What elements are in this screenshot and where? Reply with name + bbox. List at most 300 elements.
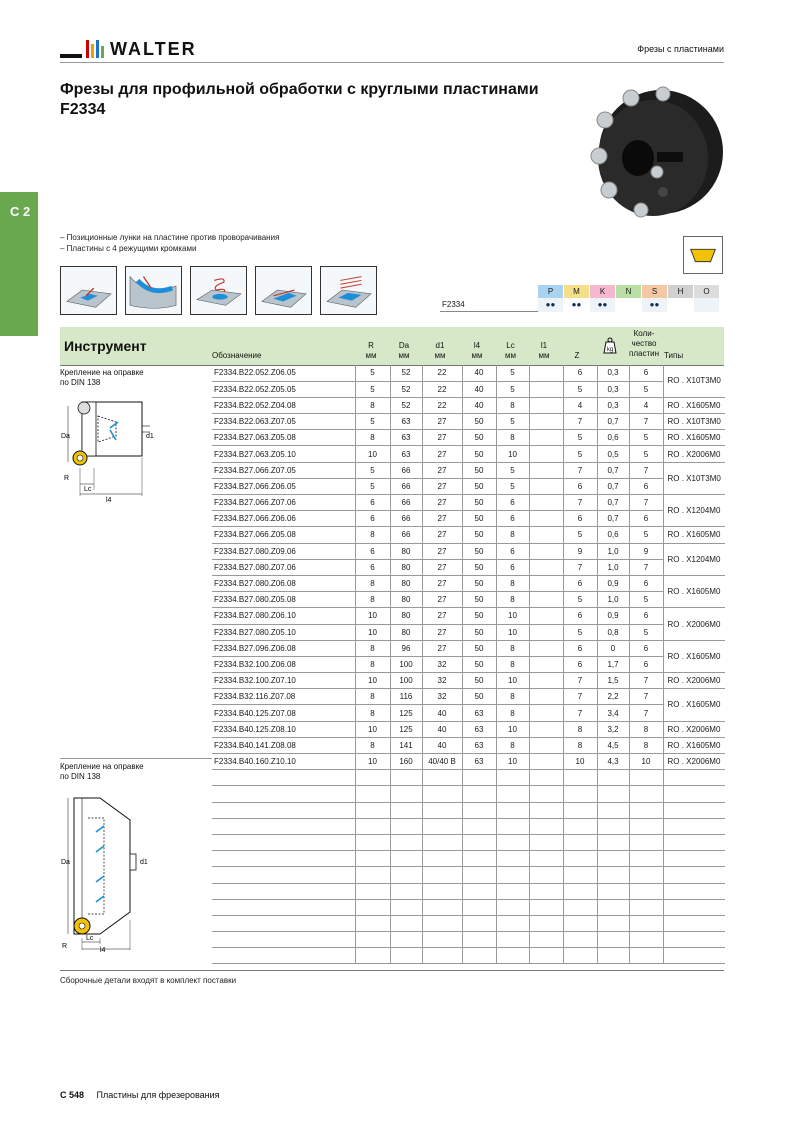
cell-empty	[629, 899, 663, 915]
cell-Da: 63	[390, 430, 422, 446]
table-row-empty	[212, 899, 725, 915]
cell-empty	[390, 834, 422, 850]
cell-empty	[496, 802, 529, 818]
cell-l4: 50	[462, 414, 496, 430]
cell-lc: 10	[496, 721, 529, 737]
cell-empty	[629, 867, 663, 883]
cell-l4: 40	[462, 397, 496, 413]
cell-empty	[629, 932, 663, 948]
cell-kg: 0,7	[597, 511, 629, 527]
cell-empty	[496, 818, 529, 834]
cell-R: 6	[355, 543, 390, 559]
cell-z: 5	[563, 592, 597, 608]
cell-z: 8	[563, 737, 597, 753]
table-row	[212, 462, 725, 478]
material-group-o: O	[694, 285, 720, 298]
cell-empty	[597, 932, 629, 948]
cell-des: F2334.B22.052.Z04.08	[212, 397, 355, 413]
cell-des: F2334.B27.066.Z05.08	[212, 527, 355, 543]
cell-empty	[563, 948, 597, 964]
cell-empty	[212, 851, 355, 867]
table-row	[212, 559, 725, 575]
cell-empty	[663, 899, 725, 915]
cell-empty	[422, 786, 462, 802]
cell-insert-type: RO . X10T3M0	[663, 462, 725, 494]
cell-empty	[597, 883, 629, 899]
cell-empty	[563, 915, 597, 931]
table-row	[212, 754, 725, 770]
cell-empty	[462, 786, 496, 802]
group-divider	[60, 758, 212, 759]
cell-insert-type: RO . X2006M0	[663, 446, 725, 462]
cell-z: 5	[563, 446, 597, 462]
cell-empty	[212, 948, 355, 964]
cell-des: F2334.B27.096.Z06.08	[212, 640, 355, 656]
cell-empty	[529, 932, 563, 948]
cell-z: 6	[563, 640, 597, 656]
material-suitability: ●●	[642, 298, 668, 312]
cell-empty	[462, 915, 496, 931]
cell-empty	[390, 818, 422, 834]
cell-kg: 0,3	[597, 365, 629, 381]
cell-Da: 66	[390, 478, 422, 494]
cell-R: 8	[355, 705, 390, 721]
cell-l4: 50	[462, 543, 496, 559]
cell-R: 10	[355, 754, 390, 770]
cell-empty	[355, 851, 390, 867]
cell-z: 6	[563, 365, 597, 381]
cell-l1	[529, 365, 563, 381]
cell-empty	[597, 867, 629, 883]
cell-qty: 6	[629, 478, 663, 494]
col-lc: Lc мм	[505, 341, 516, 360]
cell-R: 5	[355, 478, 390, 494]
cell-l4: 50	[462, 592, 496, 608]
cell-kg: 0	[597, 640, 629, 656]
cell-lc: 8	[496, 737, 529, 753]
cell-empty	[529, 770, 563, 786]
cell-empty	[212, 867, 355, 883]
cell-l1	[529, 527, 563, 543]
cell-des: F2334.B27.063.Z05.08	[212, 430, 355, 446]
tool-drawing-1	[60, 396, 156, 502]
cell-z: 6	[563, 656, 597, 672]
cell-qty: 10	[629, 754, 663, 770]
cell-Da: 66	[390, 495, 422, 511]
cell-empty	[390, 883, 422, 899]
cell-empty	[462, 899, 496, 915]
cell-Da: 160	[390, 754, 422, 770]
cell-empty	[529, 867, 563, 883]
cell-empty	[529, 786, 563, 802]
cell-empty	[212, 899, 355, 915]
cell-lc: 10	[496, 673, 529, 689]
cell-empty	[422, 770, 462, 786]
svg-text:d1: d1	[140, 859, 148, 866]
material-suitability: ●●	[564, 298, 590, 312]
application-icons	[60, 266, 377, 315]
table-row-empty	[212, 802, 725, 818]
cell-empty	[496, 883, 529, 899]
cell-d1: 32	[422, 689, 462, 705]
cell-empty	[355, 883, 390, 899]
cell-z: 7	[563, 689, 597, 705]
header-rule	[60, 62, 724, 63]
cell-R: 8	[355, 592, 390, 608]
cell-empty	[462, 802, 496, 818]
cell-insert-type: RO . X1605M0	[663, 737, 725, 753]
cell-empty	[462, 818, 496, 834]
material-suitability	[694, 298, 720, 312]
cell-empty	[212, 834, 355, 850]
cell-qty: 5	[629, 430, 663, 446]
cell-insert-type: RO . X1605M0	[663, 689, 725, 721]
page-footer	[60, 1090, 220, 1100]
cell-qty: 5	[629, 527, 663, 543]
col-da: Da мм	[398, 341, 410, 360]
table-bottom-rule	[60, 970, 724, 971]
table-row	[212, 737, 725, 753]
page-title	[60, 80, 539, 120]
feature-item: – Пластины с 4 режущими кромками	[60, 244, 197, 253]
cell-Da: 52	[390, 381, 422, 397]
cell-empty	[597, 948, 629, 964]
cell-empty	[355, 786, 390, 802]
cell-empty	[597, 834, 629, 850]
cell-Da: 80	[390, 575, 422, 591]
cell-des: F2334.B40.160.Z10.10	[212, 754, 355, 770]
cell-lc: 6	[496, 559, 529, 575]
cell-kg: 1,0	[597, 559, 629, 575]
cell-z: 7	[563, 705, 597, 721]
cell-R: 10	[355, 608, 390, 624]
cell-kg: 0,5	[597, 446, 629, 462]
cell-l1	[529, 381, 563, 397]
cell-insert-type: RO . X2006M0	[663, 721, 725, 737]
cell-qty: 7	[629, 705, 663, 721]
cell-kg: 0,9	[597, 575, 629, 591]
cell-lc: 8	[496, 592, 529, 608]
table-row	[212, 592, 725, 608]
cell-qty: 5	[629, 592, 663, 608]
svg-text:Lc: Lc	[86, 935, 94, 942]
cell-empty	[496, 899, 529, 915]
cell-Da: 66	[390, 511, 422, 527]
cell-qty: 5	[629, 381, 663, 397]
cell-l1	[529, 511, 563, 527]
material-suitability	[616, 298, 642, 312]
cell-empty	[529, 802, 563, 818]
cell-l1	[529, 543, 563, 559]
cell-qty: 4	[629, 397, 663, 413]
table-row	[212, 365, 725, 381]
feature-item: – Позиционные лунки на пластине против проворачивания	[60, 233, 280, 242]
cell-kg: 0,3	[597, 397, 629, 413]
cell-empty	[529, 851, 563, 867]
cell-d1: 40	[422, 705, 462, 721]
cell-d1: 27	[422, 495, 462, 511]
cell-empty	[355, 899, 390, 915]
cell-empty	[563, 851, 597, 867]
cell-l4: 63	[462, 737, 496, 753]
cell-qty: 9	[629, 543, 663, 559]
cell-Da: 125	[390, 705, 422, 721]
cell-z: 6	[563, 478, 597, 494]
svg-text:l4: l4	[106, 497, 112, 502]
cell-d1: 22	[422, 381, 462, 397]
cell-R: 6	[355, 495, 390, 511]
cell-kg: 0,7	[597, 462, 629, 478]
cell-des: F2334.B27.066.Z06.06	[212, 511, 355, 527]
cell-d1: 27	[422, 575, 462, 591]
material-group-p: P	[538, 285, 564, 298]
cell-l1	[529, 592, 563, 608]
cell-empty	[563, 834, 597, 850]
group-label-2: Крепление на оправке по DIN 138	[60, 762, 144, 781]
cell-insert-type: RO . X2006M0	[663, 673, 725, 689]
cell-des: F2334.B27.080.Z09.06	[212, 543, 355, 559]
cell-lc: 8	[496, 430, 529, 446]
material-suitability: ●●	[538, 298, 564, 312]
cell-empty	[496, 915, 529, 931]
cell-empty	[663, 883, 725, 899]
cell-lc: 5	[496, 414, 529, 430]
title-line-2: F2334	[60, 101, 106, 118]
cell-z: 8	[563, 721, 597, 737]
material-group-m: M	[564, 285, 590, 298]
cell-l1	[529, 559, 563, 575]
col-quantity: Коли- чество пластин	[629, 329, 659, 358]
cell-Da: 141	[390, 737, 422, 753]
cell-lc: 6	[496, 511, 529, 527]
cell-des: F2334.B27.080.Z06.10	[212, 608, 355, 624]
cell-des: F2334.B27.080.Z05.08	[212, 592, 355, 608]
cell-qty: 7	[629, 673, 663, 689]
cell-l4: 50	[462, 527, 496, 543]
cell-empty	[422, 932, 462, 948]
cell-insert-type: RO . X1204M0	[663, 543, 725, 575]
cell-d1: 27	[422, 511, 462, 527]
cell-d1: 27	[422, 559, 462, 575]
cell-empty	[629, 834, 663, 850]
cell-empty	[629, 818, 663, 834]
cell-d1: 27	[422, 543, 462, 559]
cell-lc: 6	[496, 543, 529, 559]
table-row-empty	[212, 948, 725, 964]
svg-text:Da: Da	[61, 433, 70, 440]
cell-z: 5	[563, 381, 597, 397]
cell-insert-type: RO . X10T3M0	[663, 365, 725, 397]
cell-insert-type: RO . X1605M0	[663, 640, 725, 672]
cell-R: 5	[355, 414, 390, 430]
cell-empty	[422, 883, 462, 899]
cell-l4: 40	[462, 381, 496, 397]
cell-R: 6	[355, 559, 390, 575]
cell-Da: 96	[390, 640, 422, 656]
table-row-empty	[212, 786, 725, 802]
cell-z: 6	[563, 608, 597, 624]
table-row-empty	[212, 932, 725, 948]
helical-milling-icon	[190, 266, 247, 315]
cell-des: F2334.B22.052.Z05.05	[212, 381, 355, 397]
cell-empty	[496, 786, 529, 802]
cell-empty	[212, 932, 355, 948]
cell-kg: 0,7	[597, 495, 629, 511]
material-matrix	[538, 285, 720, 312]
cell-l4: 40	[462, 365, 496, 381]
cell-empty	[462, 867, 496, 883]
cell-empty	[563, 818, 597, 834]
cell-empty	[597, 915, 629, 931]
cell-lc: 5	[496, 365, 529, 381]
table-row	[212, 543, 725, 559]
cell-d1: 32	[422, 673, 462, 689]
material-row-label: F2334	[440, 298, 538, 312]
cell-insert-type: RO . X2006M0	[663, 754, 725, 770]
material-suitability	[668, 298, 694, 312]
cell-R: 10	[355, 721, 390, 737]
table-row	[212, 624, 725, 640]
cell-insert-type: RO . X1605M0	[663, 575, 725, 607]
group-label-1: Крепление на оправке по DIN 138	[60, 368, 144, 387]
cell-empty	[422, 948, 462, 964]
cell-empty	[422, 802, 462, 818]
cell-des: F2334.B27.080.Z05.10	[212, 624, 355, 640]
cell-d1: 27	[422, 608, 462, 624]
chapter-tab-label: C 2	[10, 204, 31, 219]
cell-empty	[563, 867, 597, 883]
face-milling-icon	[60, 266, 117, 315]
cell-empty	[212, 915, 355, 931]
cell-empty	[496, 932, 529, 948]
cell-empty	[597, 818, 629, 834]
cell-Da: 63	[390, 414, 422, 430]
cell-l4: 50	[462, 624, 496, 640]
cell-empty	[529, 818, 563, 834]
cell-empty	[663, 851, 725, 867]
cell-empty	[629, 802, 663, 818]
cell-empty	[422, 915, 462, 931]
cell-des: F2334.B27.080.Z07.06	[212, 559, 355, 575]
cell-empty	[462, 834, 496, 850]
cell-Da: 63	[390, 446, 422, 462]
cell-R: 8	[355, 527, 390, 543]
page-number: C 548	[60, 1090, 85, 1100]
cell-qty: 8	[629, 721, 663, 737]
col-z: Z	[574, 351, 580, 360]
cell-lc: 8	[496, 397, 529, 413]
logo-text: WALTER	[110, 38, 197, 59]
cell-empty	[355, 834, 390, 850]
cell-empty	[529, 899, 563, 915]
cell-R: 5	[355, 365, 390, 381]
logo-mark	[60, 40, 104, 58]
table-row	[212, 527, 725, 543]
svg-text:R: R	[64, 475, 70, 482]
cell-R: 10	[355, 446, 390, 462]
cell-empty	[563, 786, 597, 802]
cell-empty	[597, 899, 629, 915]
table-row-empty	[212, 883, 725, 899]
feature-list	[60, 232, 279, 254]
cell-d1: 27	[422, 478, 462, 494]
ramping-icon	[255, 266, 312, 315]
svg-text:d1: d1	[146, 433, 154, 440]
cell-insert-type: RO . X1605M0	[663, 430, 725, 446]
cell-empty	[496, 834, 529, 850]
milling-cutter-image	[583, 80, 723, 220]
cell-kg: 4,3	[597, 754, 629, 770]
cell-R: 8	[355, 640, 390, 656]
cell-z: 6	[563, 511, 597, 527]
cell-kg: 4,5	[597, 737, 629, 753]
cell-empty	[496, 948, 529, 964]
cell-insert-type: RO . X2006M0	[663, 608, 725, 640]
cell-lc: 5	[496, 478, 529, 494]
cell-empty	[212, 802, 355, 818]
table-row-empty	[212, 770, 725, 786]
cell-l4: 50	[462, 559, 496, 575]
cell-kg: 3,2	[597, 721, 629, 737]
cell-Da: 52	[390, 365, 422, 381]
cell-empty	[355, 802, 390, 818]
cell-d1: 40	[422, 721, 462, 737]
cell-empty	[663, 932, 725, 948]
cell-qty: 6	[629, 608, 663, 624]
cell-des: F2334.B32.116.Z07.08	[212, 689, 355, 705]
cell-d1: 32	[422, 656, 462, 672]
table-row	[212, 495, 725, 511]
cell-R: 5	[355, 381, 390, 397]
cell-Da: 80	[390, 592, 422, 608]
cell-empty	[629, 883, 663, 899]
cell-l1	[529, 721, 563, 737]
cell-des: F2334.B40.125.Z07.08	[212, 705, 355, 721]
cell-empty	[212, 770, 355, 786]
cell-l1	[529, 495, 563, 511]
cell-des: F2334.B27.066.Z06.05	[212, 478, 355, 494]
cell-z: 4	[563, 397, 597, 413]
cell-lc: 10	[496, 754, 529, 770]
cell-empty	[390, 786, 422, 802]
tool-drawing-2	[60, 792, 156, 952]
table-row	[212, 414, 725, 430]
cell-qty: 6	[629, 575, 663, 591]
cell-insert-type: RO . X10T3M0	[663, 414, 725, 430]
cell-l4: 50	[462, 640, 496, 656]
cell-qty: 7	[629, 414, 663, 430]
cell-Da: 80	[390, 608, 422, 624]
table-row	[212, 721, 725, 737]
cell-Da: 116	[390, 689, 422, 705]
cell-lc: 10	[496, 624, 529, 640]
cell-z: 9	[563, 543, 597, 559]
cell-qty: 6	[629, 365, 663, 381]
cell-kg: 1,0	[597, 592, 629, 608]
cell-d1: 22	[422, 397, 462, 413]
cell-empty	[529, 915, 563, 931]
cell-empty	[355, 818, 390, 834]
cell-l4: 50	[462, 446, 496, 462]
cell-l4: 50	[462, 689, 496, 705]
col-d1: d1 мм	[434, 341, 446, 360]
cell-l4: 50	[462, 511, 496, 527]
table-row	[212, 608, 725, 624]
cell-empty	[390, 915, 422, 931]
table-row	[212, 511, 725, 527]
cell-empty	[212, 883, 355, 899]
cell-d1: 27	[422, 414, 462, 430]
